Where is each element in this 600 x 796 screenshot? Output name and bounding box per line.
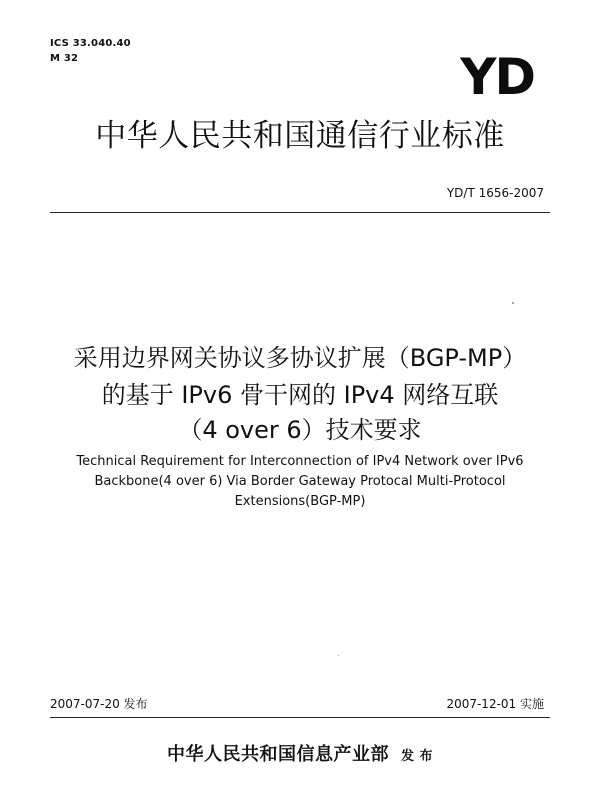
title-cn-line-2: 的基于 IPv6 骨干网的 IPv4 网络互联 <box>101 381 499 409</box>
standard-number: YD/T 1656-2007 <box>446 186 544 200</box>
publisher-name: 中华人民共和国信息产业部 <box>166 744 389 765</box>
standard-title: 中华人民共和国通信行业标准 <box>95 118 505 154</box>
yd-logo: YD <box>460 48 534 106</box>
publisher <box>0 740 600 766</box>
issue-date: 2007-07-20 发布 <box>50 697 148 711</box>
scan-speck <box>338 655 339 656</box>
title-en-line-2: Backbone(4 over 6) Via Border Gateway Protocal Multi-Protocol <box>94 474 506 489</box>
ccs-code: M 32 <box>50 53 79 64</box>
title-cn-line-1: 采用边界网关协议多协议扩展（BGP-MP） <box>73 344 527 372</box>
implementation-date: 2007-12-01 实施 <box>446 697 544 711</box>
title-en-line-3: Extensions(BGP-MP) <box>234 494 366 509</box>
bottom-divider <box>50 717 550 718</box>
title-cn-line-3: （4 over 6）技术要求 <box>178 416 422 444</box>
title-en-line-1: Technical Requirement for Interconnection of IPv4 Network over IPv6 <box>76 454 524 469</box>
ics-code: ICS 33.040.40 <box>50 38 131 49</box>
scan-speck <box>512 302 514 304</box>
top-divider <box>50 212 550 213</box>
publisher-suffix: 发 布 <box>400 749 434 764</box>
